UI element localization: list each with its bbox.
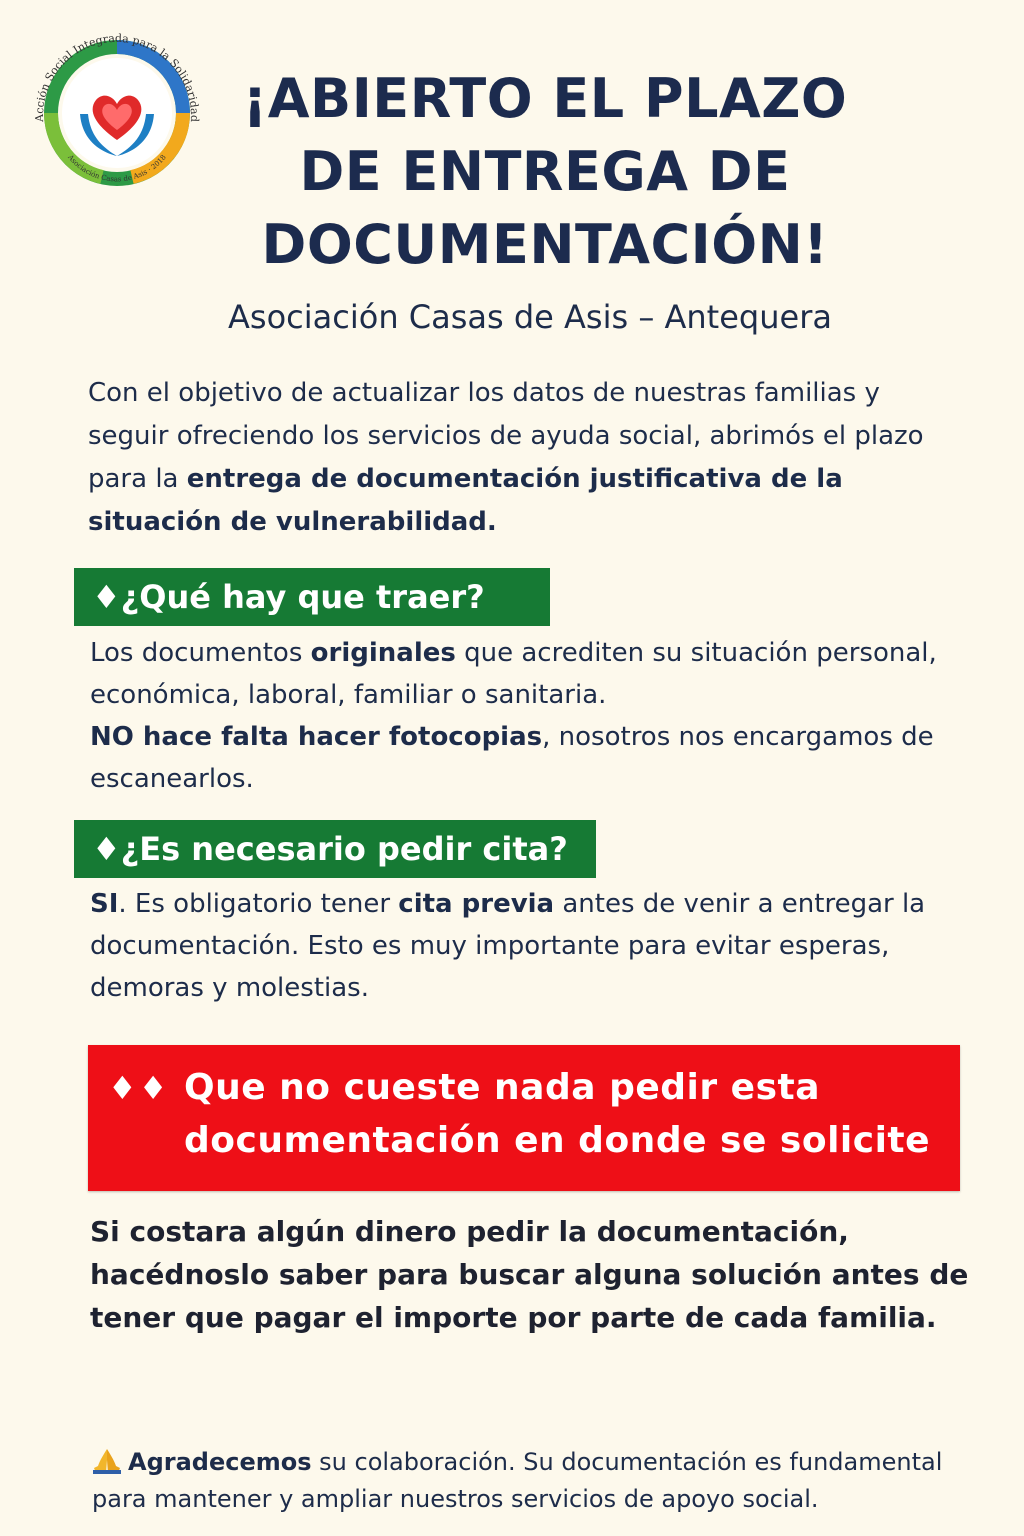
- alert-text: Que no cueste nada pedir esta documentación en donde se solicite: [184, 1067, 931, 1161]
- alert-diamond-icon: ♦♦: [108, 1069, 170, 1107]
- section-heading-what-to-bring: ♦¿Qué hay que traer?: [74, 568, 550, 626]
- s2-text-1: . Es obligatorio tener: [118, 889, 399, 919]
- logo-ring-top: Acción Social Integrada para la Solidaridad: [32, 31, 202, 123]
- footer-text: su colaboración. Su documentación es fundamental para mantener y ampliar nuestros servicios de apoyo social.: [92, 1448, 943, 1513]
- s1-text-2: que acrediten su situación personal, económica, laboral, familiar o sanitaria.: [90, 638, 937, 710]
- intro-paragraph: [88, 372, 968, 544]
- s1-bold-1: originales: [310, 638, 456, 668]
- section-body-what-to-bring: [90, 632, 960, 800]
- title-line-1: ¡ABIERTO EL PLAZO: [242, 67, 848, 130]
- s1-text-3: , nosotros nos encargamos de escanearlos.: [90, 722, 934, 794]
- s2-bold-2: cita previa: [398, 889, 555, 919]
- title-line-2: DE ENTREGA DE: [299, 140, 791, 203]
- footer-bold: Agradecemos: [128, 1448, 312, 1476]
- intro-text: Con el objetivo de actualizar los datos de nuestras familias y seguir ofreciendo los servicios de ayuda social, abrimós el plazo para la: [88, 378, 924, 494]
- s1-bold-2: NO hace falta hacer fotocopias: [90, 722, 543, 752]
- praying-hands-icon: [92, 1448, 122, 1474]
- logo-asis: [22, 18, 212, 208]
- alert-box: [88, 1045, 960, 1191]
- section-heading-appointment: ♦¿Es necesario pedir cita?: [74, 820, 596, 878]
- s1-text-1: Los documentos: [90, 638, 311, 668]
- section-body-appointment: [90, 883, 960, 1009]
- title-line-3: DOCUMENTACIÓN!: [261, 213, 829, 276]
- page-title: [200, 62, 890, 281]
- footer-thanks: [92, 1444, 992, 1518]
- s2-text-2: antes de venir a entregar la documentación. Esto es muy importante para evitar esperas, demoras y molestias.: [90, 889, 926, 1003]
- intro-bold: entrega de documentación justificativa de la situación de vulnerabilidad.: [88, 464, 843, 537]
- subtitle: Asociación Casas de Asis – Antequera: [228, 298, 832, 336]
- logo-ring-bottom: Asociación Casas de Asis · 2018: [66, 153, 168, 184]
- s2-bold-1: SI: [90, 889, 119, 919]
- cost-note: Si costara algún dinero pedir la documentación, hacédnoslo saber para buscar alguna solución antes de tener que pagar el importe por parte de cada familia.: [90, 1215, 969, 1334]
